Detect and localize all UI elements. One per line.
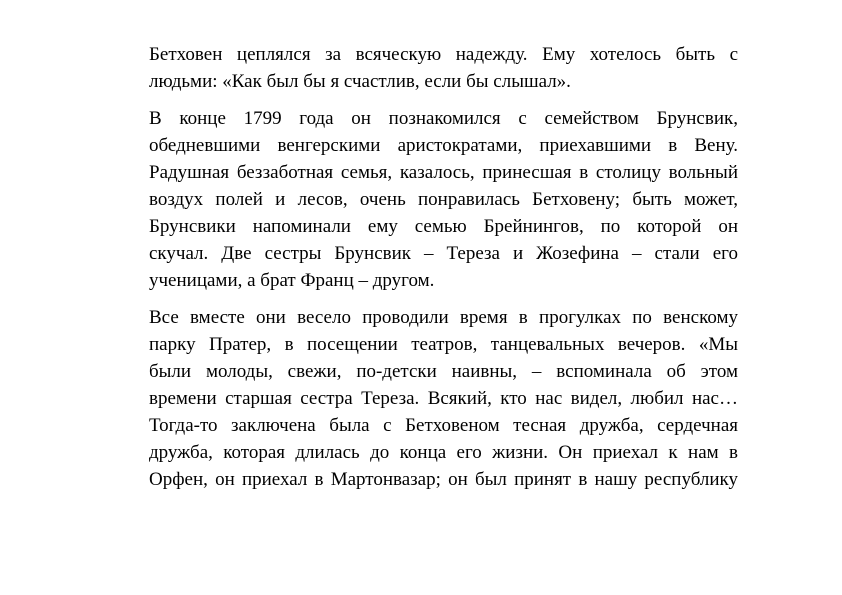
text-line: Орфен, он приехал в Мартонвазар; он был принят в нашу республику [149,469,738,490]
text-line: В конце 1799 года он познакомился с семейством Брунсвик, [149,108,738,129]
text-line: Брунсвики напоминали ему семью Брейнингов, по которой он [149,216,738,237]
text-line: обедневшими венгерскими аристократами, приехавшими в Вену. [149,135,738,156]
text-line: Тогда-то заключена была с Бетховеном тесная дружба, сердечная [149,415,738,436]
document-body [149,41,738,503]
text-line: дружба, которая длилась до конца его жизни. Он приехал к нам в [149,442,738,463]
text-line: Радушная беззаботная семья, казалось, принесшая в столицу вольный [149,162,738,183]
paragraph-1 [149,41,738,95]
text-line: времени старшая сестра Тереза. Всякий, кто нас видел, любил нас… [149,388,738,409]
text-line: скучал. Две сестры Брунсвик – Тереза и Жозефина – стали его [149,243,738,264]
text-line: людьми: «Как был бы я счастлив, если бы слышал». [149,71,571,92]
paragraph-3 [149,304,738,493]
text-line: Все вместе они весело проводили время в прогулках по венскому [149,307,738,328]
paragraph-2 [149,105,738,294]
text-line: Бетховен цеплялся за всяческую надежду. Ему хотелось быть с [149,44,738,65]
text-line: были молоды, свежи, по-детски наивны, – вспоминала об этом [149,361,738,382]
text-line: ученицами, а брат Франц – другом. [149,270,435,291]
text-line: воздух полей и лесов, очень понравилась Бетховену; быть может, [149,189,738,210]
text-line: парку Пратер, в посещении театров, танцевальных вечеров. «Мы [149,334,738,355]
